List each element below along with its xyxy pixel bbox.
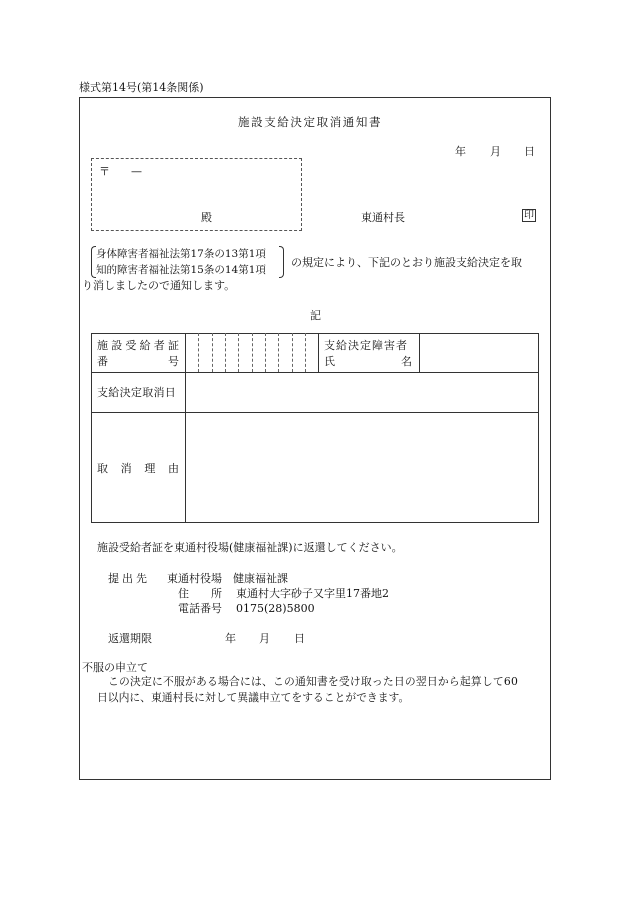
digit-separator <box>278 333 279 372</box>
postal-mark: 〒 <box>99 165 110 178</box>
phone-number: 0175(28)5800 <box>236 602 315 615</box>
date-year: 年 <box>455 145 466 158</box>
address-box <box>91 158 302 231</box>
deadline-day: 日 <box>294 632 305 645</box>
table-col-line <box>318 333 319 372</box>
law-line-1: 身体障害者福祉法第17条の13第1項 <box>96 248 266 260</box>
deadline-month: 月 <box>259 632 270 645</box>
document-title: 施設支給決定取消通知書 <box>238 115 383 129</box>
table-col-line <box>419 333 420 372</box>
digit-separator <box>252 333 253 372</box>
form-number: 様式第14号(第14条関係) <box>79 81 204 94</box>
date-day: 日 <box>524 145 535 158</box>
digit-separator <box>198 333 199 372</box>
submission-label: 提出先 <box>108 572 150 585</box>
table-row-line <box>91 412 539 413</box>
address-label: 住 所 <box>178 587 222 600</box>
appeal-text-2: 日以内に、東通村長に対して異議申立てをすることができます。 <box>97 691 410 704</box>
digit-separator <box>212 333 213 372</box>
table-col-line <box>185 333 186 523</box>
digit-separator <box>225 333 226 372</box>
law-line-2: 知的障害者福祉法第15条の14第1項 <box>96 264 266 276</box>
date-month: 月 <box>490 145 501 158</box>
ki-mark: 記 <box>310 309 321 322</box>
deadline-year: 年 <box>225 632 236 645</box>
digit-separator <box>238 333 239 372</box>
return-notice: 施設受給者証を東通村役場(健康福祉課)に返還してください。 <box>97 541 403 554</box>
digit-separator <box>265 333 266 372</box>
appeal-text-1: この決定に不服がある場合には、この通知書を受け取った日の翌日から起算して60 <box>108 675 519 688</box>
honorific: 殿 <box>201 211 212 224</box>
cert-number-label: 施 設 受 給 者 証 <box>97 339 179 352</box>
cert-number-label-2: 番 号 <box>97 355 179 368</box>
appeal-heading: 不服の申立て <box>82 661 148 674</box>
postal-dash: — <box>131 165 142 178</box>
issuer-name: 東通村長 <box>361 211 405 224</box>
legal-text: の規定により、下記のとおり施設支給決定を取 <box>291 256 522 269</box>
submission-office: 東通村役場 健康福祉課 <box>167 572 288 585</box>
digit-separator <box>305 333 306 372</box>
digit-separator <box>292 333 293 372</box>
cancel-reason-label: 取 消 理 由 <box>97 462 179 475</box>
recipient-label: 支給決定障害者 <box>324 339 408 352</box>
legal-text-cont: り消しましたので通知します。 <box>82 279 236 292</box>
seal-stamp: 印 <box>524 210 534 221</box>
bracket-right <box>279 246 284 278</box>
recipient-label-2: 氏 名 <box>324 355 412 368</box>
table-row-line <box>91 372 539 373</box>
office-address: 東通村大字砂子又字里17番地2 <box>236 587 389 600</box>
phone-label: 電話番号 <box>178 602 222 615</box>
cancel-date-label: 支給決定取消日 <box>97 386 177 399</box>
deadline-label: 返還期限 <box>108 632 152 645</box>
